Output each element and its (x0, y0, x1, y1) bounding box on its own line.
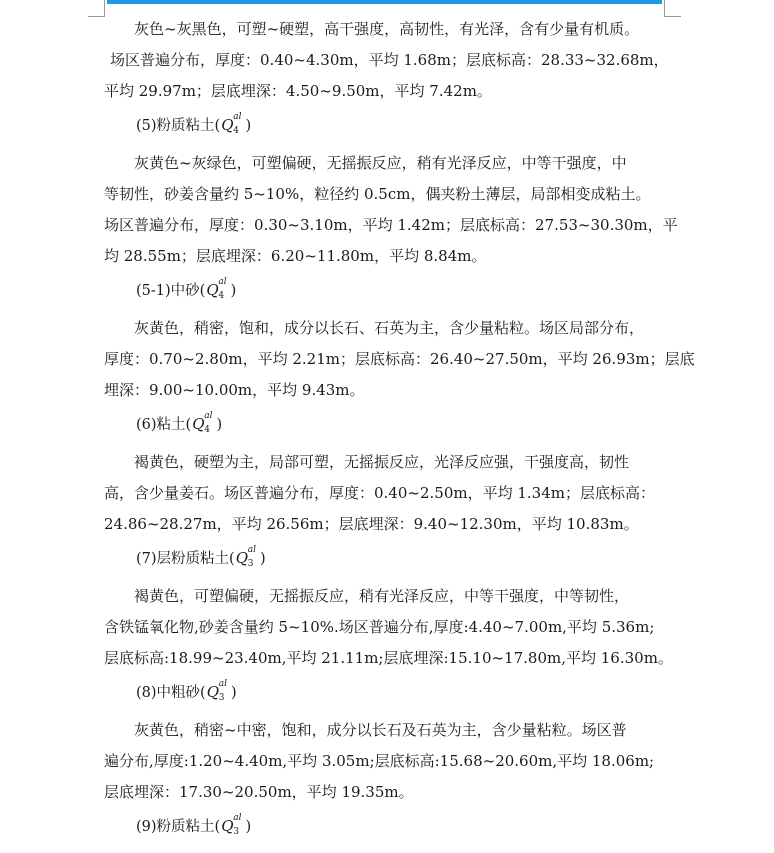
text-line: 遍分布,厚度:1.20~4.40m,平均 3.05m;层底标高:15.68~20.60m,平均 18.06m; (104, 752, 655, 770)
text-line: 层底标高:18.99~23.40m,平均 21.11m;层底埋深:15.10~17.80m,平均 16.30m。 (104, 649, 673, 667)
heading-layer8: (8)中粗砂(Q al 3 ) (136, 677, 660, 709)
geologic-age-symbol: Q al 3 (206, 679, 227, 703)
heading-label: (6)粘土 (136, 417, 186, 433)
heading-label: (5)粉质粘土 (136, 118, 215, 134)
heading-label: (7)层粉质粘土 (136, 551, 230, 567)
crop-mark-right-horizontal (664, 16, 681, 17)
geologic-age-symbol: Q al 3 (235, 545, 256, 569)
text-line: 高，含少量姜石。场区普遍分布，厚度：0.40~2.50m，平均 1.34m；层底标高： (104, 484, 655, 502)
text-line: 褐黄色，可塑偏硬，无摇振反应，稍有光泽反应，中等干强度，中等韧性， (134, 587, 630, 605)
heading-label: (8)中粗砂 (136, 685, 201, 701)
heading-layer6: (6)粘土(Q al 4 ) (136, 409, 660, 441)
heading-label: (9)粉质粘土 (136, 819, 215, 835)
text-line: 褐黄色，硬塑为主，局部可塑，无摇振反应，光泽反应强，干强度高，韧性 (134, 453, 630, 471)
text-line: 灰黄色，稍密~中密，饱和，成分以长石及石英为主，含少量粘粒。场区普 (134, 721, 627, 739)
crop-mark-right-vertical (664, 0, 665, 16)
paragraph-layer5-1 (104, 313, 695, 406)
text-line: 层底埋深：17.30~20.50m，平均 19.35m。 (104, 783, 414, 801)
heading-layer5: (5)粉质粘土(Q al 4 ) (136, 110, 660, 142)
document-body (104, 14, 695, 849)
heading-layer9: (9)粉质粘土(Q al 3 ) (136, 811, 660, 843)
paragraph-layer4-description (104, 14, 669, 107)
paragraph-layer8 (104, 715, 660, 808)
text-line: 均 28.55m；层底埋深：6.20~11.80m，平均 8.84m。 (104, 247, 487, 265)
heading-layer5-1: (5-1)中砂(Q al 4 ) (136, 275, 660, 307)
geologic-age-symbol: Q al 3 (221, 813, 242, 837)
text-line: 含铁锰氧化物,砂姜含量约 5~10%.场区普遍分布,厚度:4.40~7.00m,平均 5.36m; (104, 618, 655, 636)
paragraph-layer6 (104, 447, 660, 540)
crop-mark-left-horizontal (88, 16, 105, 17)
geologic-age-symbol: Q al 4 (221, 112, 242, 136)
text-line: 24.86~28.27m，平均 26.56m；层底埋深：9.40~12.30m，平均 10.83m。 (104, 515, 639, 533)
text-line: 平均 29.97m；层底埋深：4.50~9.50m，平均 7.42m。 (104, 82, 492, 100)
paragraph-layer5 (104, 148, 678, 272)
page-top-border (107, 0, 662, 4)
text-line: 场区普遍分布，厚度：0.30~3.10m，平均 1.42m；层底标高：27.53~30.30m，平 (104, 216, 678, 234)
text-line: 等韧性，砂姜含量约 5~10%，粒径约 0.5cm，偶夹粉土薄层，局部相变成粘土。 (104, 185, 651, 203)
text-line: 埋深：9.00~10.00m，平均 9.43m。 (104, 381, 365, 399)
text-line: 灰黄色~灰绿色，可塑偏硬，无摇振反应，稍有光泽反应，中等干强度，中 (134, 154, 627, 172)
geologic-age-symbol: Q al 4 (192, 411, 213, 435)
text-line: 灰黄色，稍密，饱和，成分以长石、石英为主，含少量粘粒。场区局部分布， (134, 319, 645, 337)
heading-layer7: (7)层粉质粘土(Q al 3 ) (136, 543, 660, 575)
text-line: 灰色~灰黑色，可塑~硬塑，高干强度，高韧性，有光泽，含有少量有机质。 (134, 20, 640, 38)
heading-label: (5-1)中砂 (136, 283, 200, 299)
text-line: 厚度：0.70~2.80m，平均 2.21m；层底标高：26.40~27.50m，平均 26.93m；层底 (104, 350, 695, 368)
text-line: 场区普遍分布，厚度：0.40~4.30m，平均 1.68m；层底标高：28.33~32.68m， (110, 51, 669, 69)
paragraph-layer7 (104, 581, 673, 674)
geologic-age-symbol: Q al 4 (206, 277, 227, 301)
